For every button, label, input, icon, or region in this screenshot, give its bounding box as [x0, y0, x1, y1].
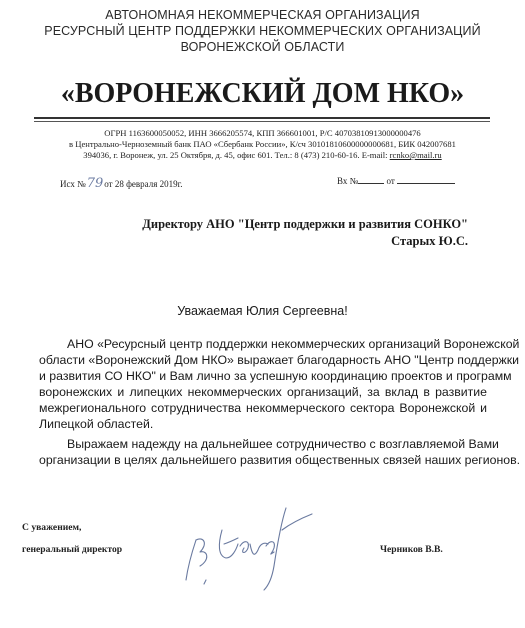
- outgoing-registration: [60, 176, 183, 191]
- greeting: Уважаемая Юлия Сергеевна!: [177, 304, 348, 318]
- incoming-from: от: [386, 176, 395, 186]
- org-name-line-1: АВТОНОМНАЯ НЕКОММЕРЧЕСКАЯ ОРГАНИЗАЦИЯ: [105, 8, 420, 22]
- addressee-title: Директору АНО "Центр поддержки и развития СОНКО": [142, 217, 468, 231]
- org-name-line-2: РЕСУРСНЫЙ ЦЕНТР ПОДДЕРЖКИ НЕКОММЕРЧЕСКИХ ОРГАНИЗАЦИЙ: [44, 24, 481, 38]
- handwritten-signature: [178, 500, 328, 592]
- org-name-line-3: ВОРОНЕЖСКОЙ ОБЛАСТИ: [180, 40, 345, 54]
- outgoing-number: 79: [86, 176, 104, 191]
- letter-paragraph-1: [39, 336, 520, 432]
- paragraph-line: АНО «Ресурсный центр поддержки некоммерческих организаций Воронежской: [67, 337, 520, 351]
- paragraph-line: Выражаем надежду на дальнейшее сотрудничество с возглавляемой Вами: [67, 437, 499, 451]
- paragraph-line: воронежских и липецких некоммерческих организаций, за вклад в развитие: [39, 385, 487, 399]
- paragraph-line: организации в целях дальнейшего развития общественных связей наших регионов.: [39, 453, 521, 467]
- incoming-date-blank: [397, 176, 455, 184]
- incoming-registration: [337, 176, 455, 186]
- paragraph-line: области «Воронежский Дом НКО» выражает благодарность АНО "Центр поддержки: [39, 353, 520, 367]
- header-divider-thin: [34, 121, 490, 122]
- org-title: «ВОРОНЕЖСКИЙ ДОМ НКО»: [60, 78, 465, 109]
- requisites-line-3: [0, 150, 525, 160]
- closing-phrase: С уважением,: [22, 522, 82, 533]
- paragraph-line: Липецкой областей.: [39, 417, 154, 431]
- incoming-number-blank: [358, 176, 384, 184]
- outgoing-date: от 28 февраля 2019г.: [104, 179, 183, 189]
- signer-name: Черников В.В.: [380, 544, 443, 555]
- header-divider-thick: [34, 117, 490, 119]
- requisites-line-1: ОГРН 1163600050052, ИНН 3666205574, КПП 366601001, Р/С 40703810913000000476: [104, 128, 421, 138]
- outgoing-prefix: Исх №: [60, 179, 86, 189]
- email-link[interactable]: rcnko@mail.ru: [389, 150, 442, 160]
- incoming-prefix: Вх №: [337, 176, 359, 186]
- signer-position: генеральный директор: [22, 544, 123, 555]
- paragraph-line: и развития СО НКО" и Вам лично за успешную координацию проектов и программ: [39, 369, 512, 383]
- addressee-name: Старых Ю.С.: [391, 234, 468, 248]
- requisites-line-2: в Центрально-Черноземный банк ПАО «Сбербанк России», К/сч 30101810600000000681, БИК 042007681: [69, 139, 456, 149]
- letter-paragraph-2: [39, 436, 521, 468]
- address-phone-email: 394036, г. Воронеж, ул. 25 Октября, д. 45, офис 601. Тел.: 8 (473) 210-60-16. E-mail:: [83, 150, 388, 160]
- paragraph-line: межрегионального сотрудничества некоммерческого сектора Воронежской и: [39, 401, 487, 415]
